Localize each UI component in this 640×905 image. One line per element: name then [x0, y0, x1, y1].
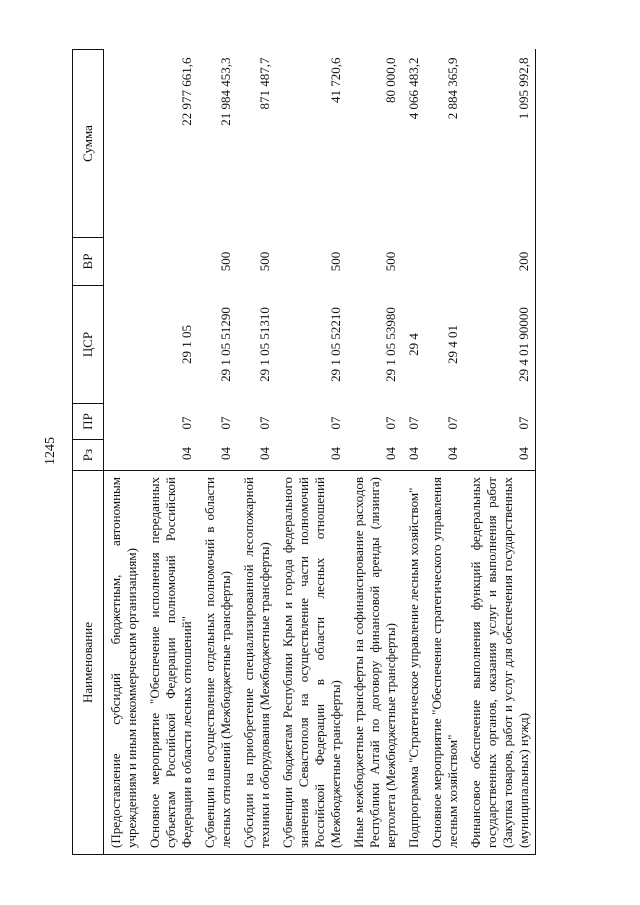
row-vr: 500: [328, 251, 343, 272]
row-vr: [425, 238, 464, 286]
row-sum: 2 884 365,9: [445, 57, 460, 120]
row-sum: 80 000,0: [383, 57, 398, 103]
row-rz: [104, 440, 144, 471]
row-rz: 04: [179, 447, 194, 460]
row-sum: [104, 50, 144, 238]
row-pr: 07: [445, 416, 460, 430]
rotated-budget-table-wrapper: [72, 50, 575, 855]
row-csr: 29 1 05 52210: [328, 307, 343, 382]
table-header-row: [73, 50, 104, 855]
row-pr: 07: [179, 416, 194, 430]
row-vr: [402, 238, 425, 286]
row-sum: 1 095 992,8: [464, 50, 536, 238]
table-row: [143, 50, 198, 855]
row-csr: [104, 286, 144, 404]
row-pr: [104, 404, 144, 440]
row-pr: 07: [328, 416, 343, 430]
row-name: Основное мероприятие "Обеспечение исполнения переданных субъектам Российской Федерации полномочий Российской Федерации в области лесных отношений": [143, 471, 198, 855]
row-rz: 04: [328, 447, 343, 460]
row-rz: 04: [383, 447, 398, 460]
row-csr: 29 4 01: [445, 325, 460, 364]
table-row: [425, 50, 464, 855]
row-csr: 29 1 05 51290: [218, 307, 233, 382]
row-csr: 29 1 05 53980: [383, 307, 398, 382]
row-pr: 07: [383, 416, 398, 430]
row-vr: 200: [464, 238, 536, 286]
row-name: (Предоставление субсидий бюджетным, автономным учреждениям и иным некоммерческим организациям): [104, 471, 144, 855]
table-row: [237, 50, 276, 855]
table-row: [104, 50, 144, 855]
row-sum: 4 066 483,2: [406, 57, 421, 120]
row-csr: 29 4 01 90000: [464, 286, 536, 404]
table-row: [402, 50, 425, 855]
row-vr: 500: [257, 251, 272, 272]
row-name: Основное мероприятие "Обеспечение стратегического управления лесным хозяйством": [425, 471, 464, 855]
row-rz: 04: [406, 447, 421, 460]
row-sum: 21 984 453,3: [218, 57, 233, 126]
row-name: Финансовое обеспечение выполнения функций федеральных государственных органов, оказания услуг и выполнения работ (Закупка товаров, работ и услуг для обеспечения государственных (муниципальных) нужд): [464, 471, 536, 855]
row-pr: 07: [257, 416, 272, 430]
page-number: 1245: [43, 437, 58, 465]
row-sum: 22 977 661,6: [179, 57, 194, 126]
row-pr: 07: [406, 416, 421, 430]
row-sum: 871 487,7: [257, 57, 272, 110]
row-name: Субвенции на осуществление отдельных полномочий в области лесных отношений (Межбюджетные трансферты): [198, 471, 237, 855]
header-vr: ВР: [73, 238, 104, 286]
row-name: Подпрограмма "Стратегическое управление лесным хозяйством": [402, 471, 425, 855]
row-sum: 41 720,6: [328, 57, 343, 103]
row-name: Субвенции бюджетам Республики Крым и города федерального значения Севастополя на осуществление части полномочий Российской Федерации в области лесных отношений (Межбюджетные трансферты): [276, 471, 347, 855]
header-name: Наименование: [73, 471, 104, 855]
row-rz: 04: [257, 447, 272, 460]
header-sum: Сумма: [73, 50, 104, 238]
table-row: [347, 50, 402, 855]
row-rz: 04: [218, 447, 233, 460]
row-vr: [143, 238, 198, 286]
row-vr: [104, 238, 144, 286]
row-name: Иные межбюджетные трансферты на софинансирование расходов Республики Алтай по договору финансовой аренды (лизинга) вертолета (Межбюджетные трансферты): [347, 471, 402, 855]
table-row: [276, 50, 347, 855]
row-csr: 29 1 05: [179, 325, 194, 364]
row-csr: 29 4: [406, 333, 421, 356]
header-rz: Рз: [73, 440, 104, 471]
row-rz: 04: [445, 447, 460, 460]
row-vr: 500: [218, 251, 233, 272]
row-vr: 500: [383, 251, 398, 272]
row-pr: 07: [464, 404, 536, 440]
table-row: [464, 50, 536, 855]
row-rz: 04: [464, 440, 536, 471]
header-pr: ПР: [73, 404, 104, 440]
header-csr: ЦСР: [73, 286, 104, 404]
row-pr: 07: [218, 416, 233, 430]
table-row: [198, 50, 237, 855]
row-csr: 29 1 05 51310: [257, 307, 272, 382]
row-name: Субсидии на приобретение специализированной лесопожарной техники и оборудования (Межбюджетные трансферты): [237, 471, 276, 855]
budget-table: [72, 49, 536, 855]
